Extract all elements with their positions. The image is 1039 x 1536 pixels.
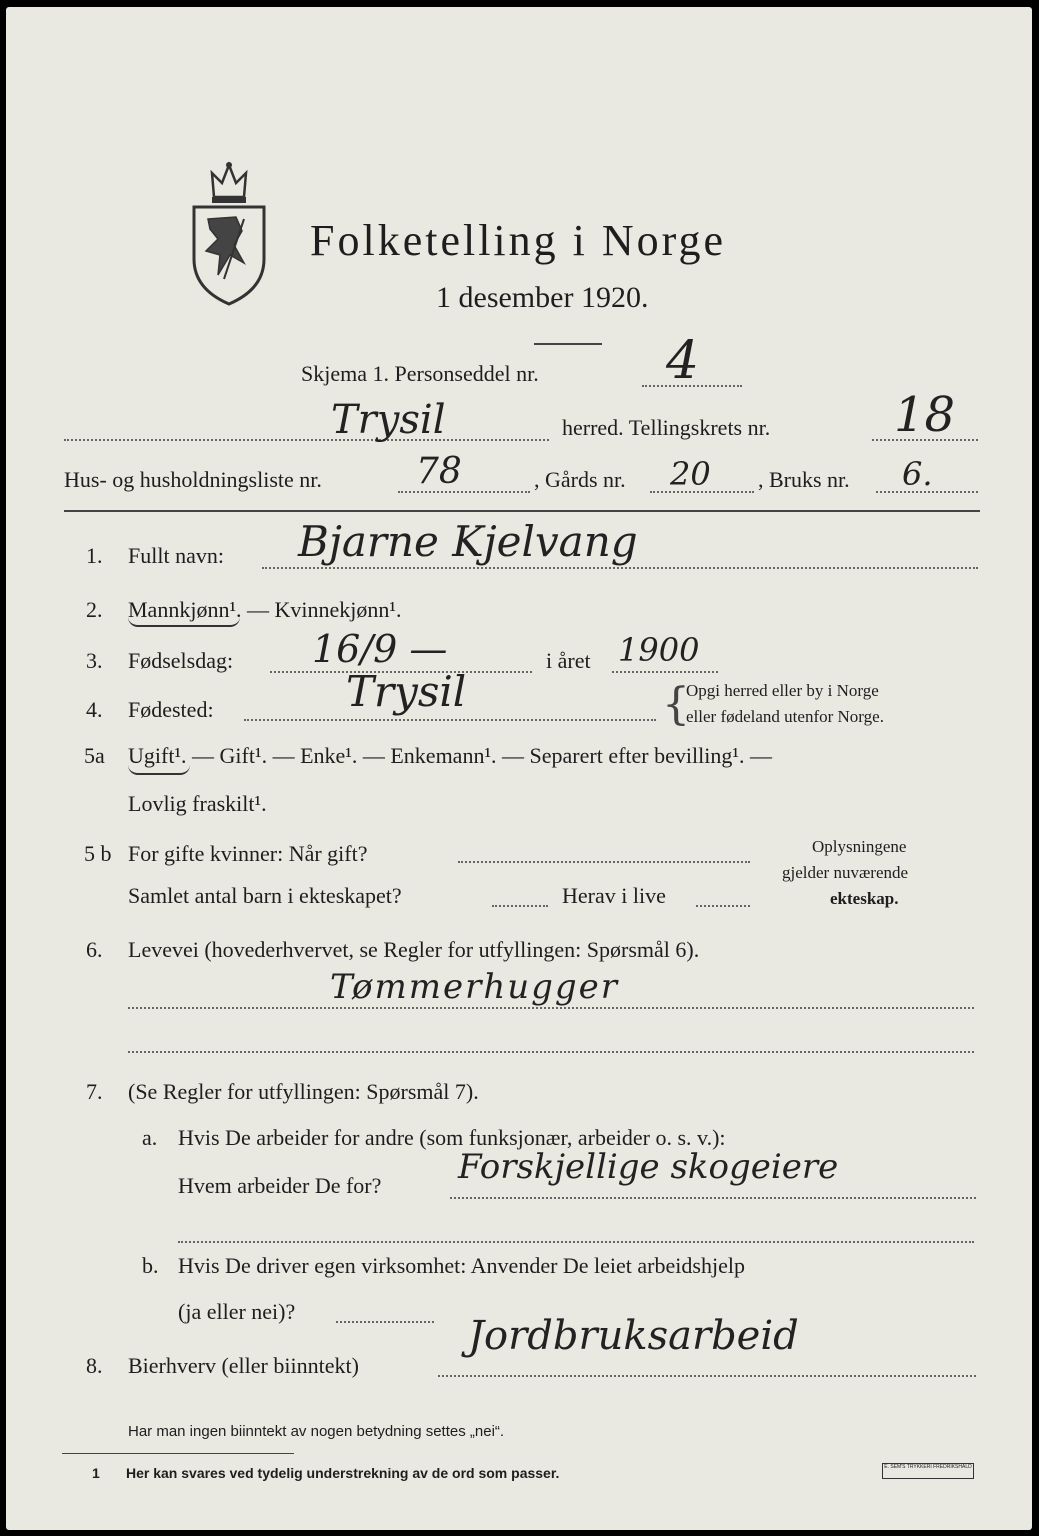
- q8-label: Bierhverv (eller biinntekt): [128, 1353, 359, 1378]
- q6-label: Levevei (hovederhvervet, se Regler for utfyllingen: Spørsmål 6).: [128, 937, 700, 962]
- bruks-label: , Bruks nr.: [758, 467, 850, 492]
- q4-number: 4.: [86, 697, 103, 722]
- hus-label: Hus- og husholdningsliste nr.: [64, 467, 322, 492]
- q5b-label-2: Samlet antal barn i ekteskapet?: [128, 883, 402, 908]
- census-date: 1 desember 1920.: [436, 281, 649, 314]
- header-rule: [64, 510, 980, 512]
- q7a-label: Hvis De arbeider for andre (som funksjonær, arbeider o. s. v.):: [178, 1125, 726, 1150]
- q5b-label: For gifte kvinner: Når gift?: [128, 841, 368, 866]
- full-name-value: Bjarne Kjelvang: [298, 517, 638, 566]
- q4-note-2: eller fødeland utenfor Norge.: [686, 707, 884, 726]
- q3-label: Fødselsdag:: [128, 648, 234, 673]
- year-label: i året: [546, 648, 591, 673]
- printer-stamp: E. SEM'S TRYKKERI FREDRIKSHALD: [882, 1463, 974, 1479]
- note-brace: {: [662, 679, 690, 730]
- q1-number: 1.: [86, 543, 103, 568]
- birth-year-value: 1900: [618, 631, 700, 669]
- personseddel-value: 4: [666, 331, 700, 391]
- q7b-number: b.: [142, 1253, 159, 1278]
- q5b-number: 5 b: [84, 841, 112, 866]
- skjema-label: Skjema 1. Personseddel nr.: [301, 361, 539, 386]
- biinntekt-note: Har man ingen biinntekt av nogen betydning settes „nei“.: [128, 1423, 505, 1440]
- q7a-number: a.: [142, 1125, 158, 1150]
- herred-label: herred. Tellingskrets nr.: [562, 415, 771, 440]
- mannkjonn-underline: [128, 617, 240, 627]
- q6-number: 6.: [86, 937, 103, 962]
- q7b-label: Hvis De driver egen virksomhet: Anvender De leiet arbeidshjelp: [178, 1253, 745, 1278]
- q3-number: 3.: [86, 648, 103, 673]
- gards-value: 20: [670, 455, 711, 493]
- side-income-value: Jordbruksarbeid: [468, 1313, 799, 1359]
- occupation-value: Tømmerhugger: [330, 967, 620, 1007]
- q8-number: 8.: [86, 1353, 103, 1378]
- census-form-page: [6, 7, 1032, 1530]
- q1-label: Fullt navn:: [128, 543, 224, 568]
- tellingskrets-value: 18: [894, 387, 956, 443]
- q2-label: Mannkjønn¹. — Kvinnekjønn¹.: [128, 597, 402, 622]
- birthplace-value: Trysil: [346, 667, 467, 716]
- birthday-value: 16/9 —: [312, 627, 448, 671]
- q4-note-1: Opgi herred eller by i Norge: [686, 681, 879, 700]
- coat-of-arms-icon: [184, 159, 274, 309]
- footnote-text: Her kan svares ved tydelig understrekning av de ord som passer.: [126, 1465, 560, 1481]
- q5b-note-2: gjelder nuværende: [782, 863, 909, 882]
- q5a-label: Ugift¹. — Gift¹. — Enke¹. — Enkemann¹. — Separert efter bevilling¹. —: [128, 743, 772, 768]
- footnote-rule: [62, 1453, 294, 1454]
- q5a-label-2: Lovlig fraskilt¹.: [128, 791, 267, 816]
- q7a-label-2: Hvem arbeider De for?: [178, 1173, 382, 1198]
- footnote-number: 1: [92, 1465, 100, 1481]
- q5b-note-3: ekteskap.: [830, 889, 899, 908]
- q7-label: (Se Regler for utfyllingen: Spørsmål 7).: [128, 1079, 479, 1104]
- herred-value: Trysil: [331, 397, 446, 443]
- q7-number: 7.: [86, 1079, 103, 1104]
- title-divider: [534, 343, 602, 345]
- q5a-number: 5a: [84, 743, 105, 768]
- q4-label: Fødested:: [128, 697, 214, 722]
- hus-value: 78: [416, 451, 462, 492]
- bruks-value: 6.: [902, 455, 933, 493]
- gards-label: , Gårds nr.: [534, 467, 626, 492]
- employer-value: Forskjellige skogeiere: [458, 1147, 839, 1187]
- q5b-note-1: Oplysningene: [812, 837, 907, 856]
- form-title: Folketelling i Norge: [310, 216, 727, 265]
- q7b-label-2: (ja eller nei)?: [178, 1299, 296, 1324]
- ugift-underline: [128, 765, 190, 775]
- q2-number: 2.: [86, 597, 103, 622]
- q5b-label-3: Herav i live: [562, 883, 666, 908]
